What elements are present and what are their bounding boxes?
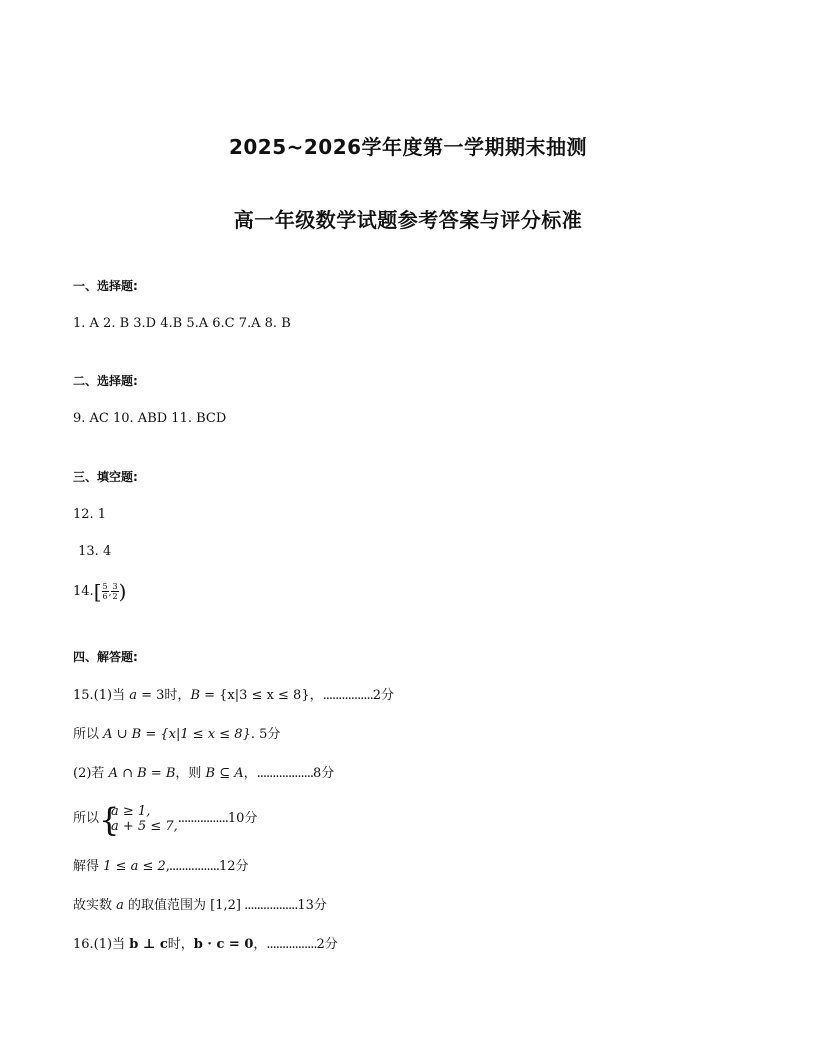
answers-choice-1: 1. A 2. B 3.D 4.B 5.A 6.C 7.A 8. B — [73, 316, 291, 331]
answer-q13: 13. 4 — [74, 544, 112, 559]
inequality-system: { a ≥ 1, a + 5 ≤ 7, — [99, 801, 178, 839]
q14-fraction-2: $\frac{3}{2}$ — [112, 582, 118, 601]
answers-choice-2: 9. AC 10. ABD 11. BCD — [73, 411, 227, 426]
section-heading-fill: 三、填空题: — [73, 470, 138, 484]
q14-close-bracket: ) — [118, 579, 127, 604]
q14-label: 14. — [73, 584, 94, 599]
document-subtitle: 高一年级数学试题参考答案与评分标准 — [233, 208, 583, 232]
q14-fraction-1: $\frac{5}{6}$ — [102, 582, 108, 601]
solution-15-line-4: 所以 { a ≥ 1, a + 5 ≤ 7, ................10分 — [73, 801, 258, 839]
solution-15-line-2: 所以 A ∪ B = {x|1 ≤ x ≤ 8}. 5分 — [73, 727, 281, 742]
section-heading-choice-1: 一、选择题: — [73, 279, 138, 293]
solution-15-line-3: (2)若 A ∩ B = B，则 B ⊆ A，..................8分 — [73, 766, 335, 781]
q14-open-bracket: [ — [93, 579, 102, 604]
section-heading-solutions: 四、解答题: — [73, 650, 138, 664]
solution-16-line-1: 16.(1)当 b ⊥ c时，b · c = 0，................2分 — [73, 937, 338, 952]
solution-15-line-5: 解得 1 ≤ a ≤ 2,................12分 — [73, 859, 249, 874]
document-title: 2025~2026学年度第一学期期末抽测 — [228, 135, 588, 159]
answer-q12: 12. 1 — [73, 507, 107, 522]
answer-q14 — [73, 579, 127, 604]
q14-separator: , — [108, 588, 112, 598]
solution-15-line-6: 故实数 a 的取值范围为 [1,2] .................13分 — [73, 898, 327, 913]
solution-15-line-1: 15.(1)当 a = 3时，B = {x|3 ≤ x ≤ 8}，................2分 — [73, 688, 395, 703]
section-heading-choice-2: 二、选择题: — [73, 374, 138, 388]
